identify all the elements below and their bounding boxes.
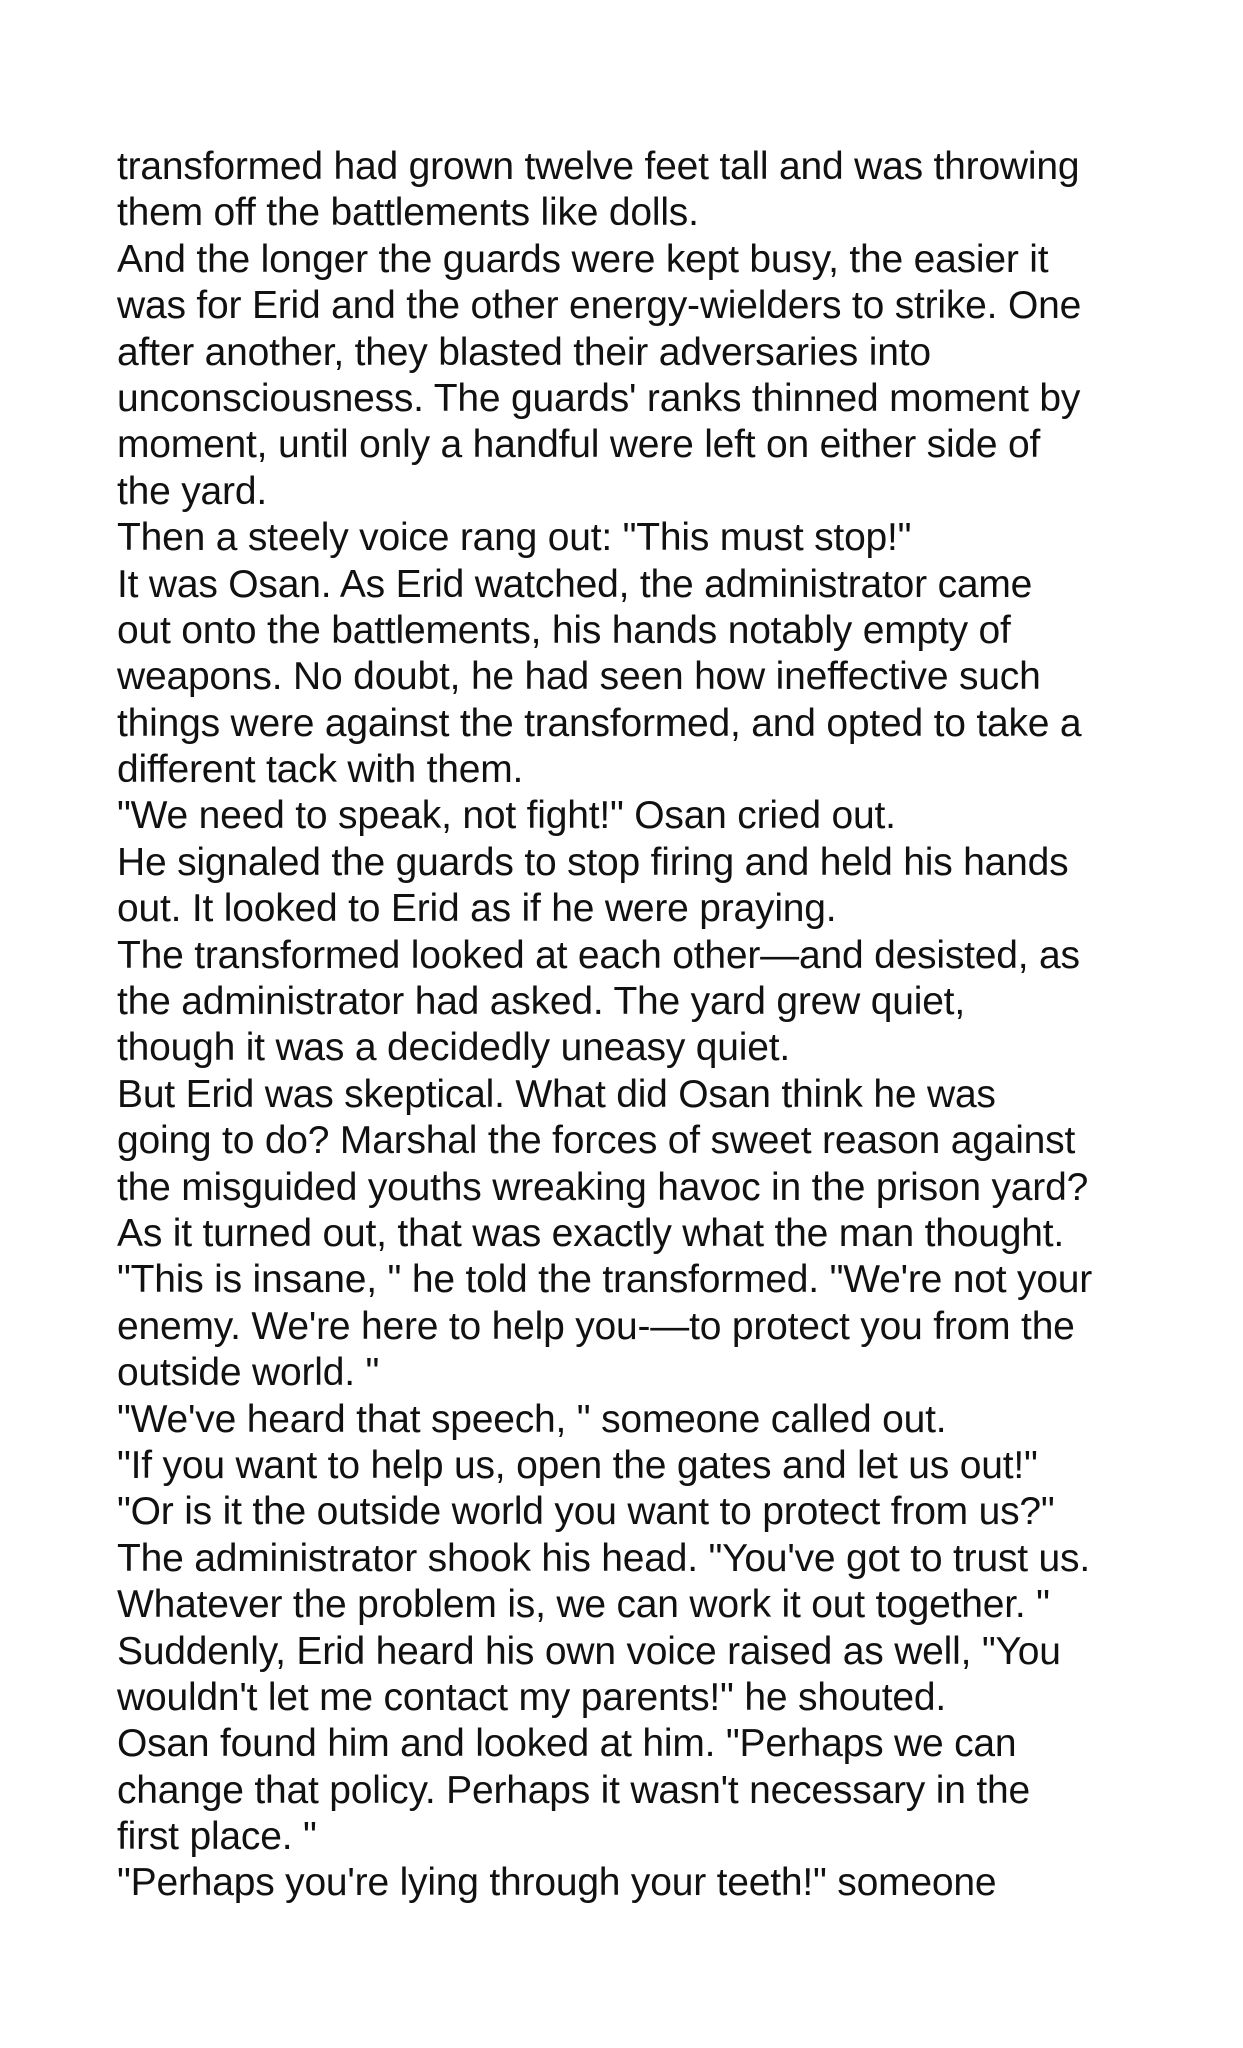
text-line: "Or is it the outside world you want to protect from us?" — [117, 1490, 1055, 1534]
text-line: the administrator had asked. The yard grew quiet, — [117, 980, 965, 1024]
text-line: the yard. — [117, 469, 267, 513]
text-line: Whatever the problem is, we can work it out together. " — [117, 1583, 1050, 1627]
text-line: Then a steely voice rang out: "This must stop!" — [117, 516, 912, 560]
body-text — [117, 144, 1157, 1907]
text-line: The transformed looked at each other—and desisted, as — [117, 933, 1080, 977]
text-line: outside world. " — [117, 1351, 380, 1395]
text-line: moment, until only a handful were left on either side of — [117, 423, 1041, 467]
text-line: Osan found him and looked at him. "Perhaps we can — [117, 1722, 1017, 1766]
text-line: transformed had grown twelve feet tall and was throwing — [117, 145, 1080, 188]
text-line: It was Osan. As Erid watched, the administrator came — [117, 562, 1033, 606]
text-line: "This is insane, " he told the transformed. "We're not your — [117, 1258, 1093, 1302]
text-line: "If you want to help us, open the gates and let us out!" — [117, 1443, 1038, 1487]
text-line: weapons. No doubt, he had seen how ineffective such — [117, 655, 1041, 699]
text-line: As it turned out, that was exactly what the man thought. — [117, 1211, 1065, 1255]
text-line: But Erid was skeptical. What did Osan think he was — [117, 1072, 996, 1116]
text-line: "We've heard that speech, " someone called out. — [117, 1397, 947, 1441]
text-line: the misguided youths wreaking havoc in the prison yard? — [117, 1165, 1089, 1209]
text-line: different tack with them. — [117, 748, 524, 792]
text-line: them off the battlements like dolls. — [117, 191, 699, 235]
text-line: out. It looked to Erid as if he were praying. — [117, 887, 837, 931]
text-line: enemy. We're here to help you-—to protect you from the — [117, 1304, 1075, 1348]
text-line: unconsciousness. The guards' ranks thinned moment by — [117, 376, 1081, 420]
text-line: out onto the battlements, his hands notably empty of — [117, 608, 1011, 652]
text-line: though it was a decidedly uneasy quiet. — [117, 1026, 790, 1070]
text-line: And the longer the guards were kept busy, the easier it — [117, 237, 1049, 281]
text-line: He signaled the guards to stop firing and held his hands — [117, 840, 1069, 884]
text-line: was for Erid and the other energy-wielders to strike. One — [117, 284, 1082, 328]
text-line: things were against the transformed, and opted to take a — [117, 701, 1082, 745]
text-line: going to do? Marshal the forces of sweet reason against — [117, 1119, 1076, 1163]
text-line: wouldn't let me contact my parents!" he shouted. — [117, 1675, 946, 1719]
text-line: Suddenly, Erid heard his own voice raised as well, "You — [117, 1629, 1061, 1673]
text-line: first place. " — [117, 1815, 317, 1859]
text-line: "Perhaps you're lying through your teeth!" someone — [117, 1861, 997, 1905]
text-line: after another, they blasted their adversaries into — [117, 330, 931, 374]
text-line: change that policy. Perhaps it wasn't necessary in the — [117, 1768, 1030, 1812]
text-line: "We need to speak, not fight!" Osan cried out. — [117, 794, 896, 838]
text-line: The administrator shook his head. "You've got to trust us. — [117, 1536, 1090, 1580]
